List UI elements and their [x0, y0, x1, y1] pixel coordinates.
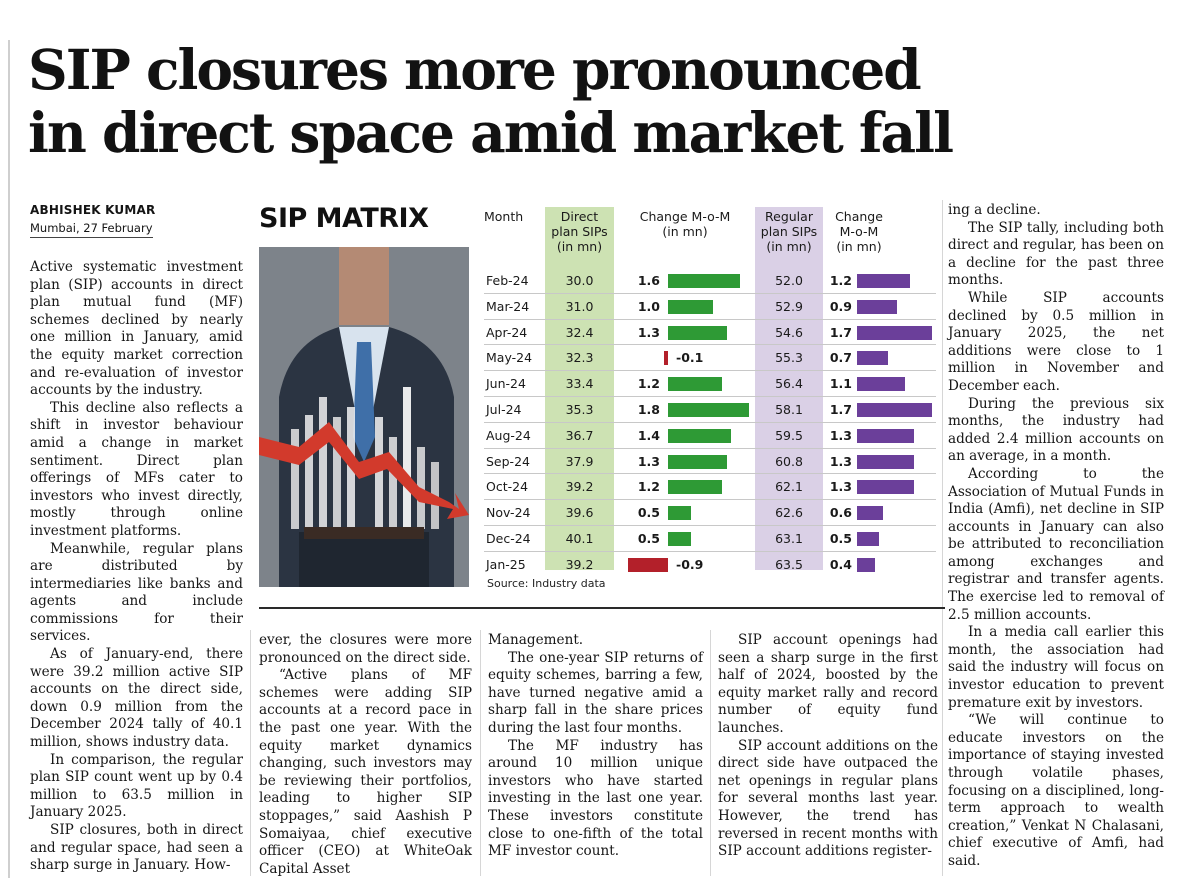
paragraph: The SIP tally, including both direct and regular, has been on a decline for the past three months. [948, 219, 1164, 289]
paragraph: SIP account additions on the direct side have outpaced the net openings in regular plans for several months last year. However, the trend has reversed in recent months with SIP account additions register- [718, 737, 938, 860]
regular-change-bar [857, 377, 905, 391]
dateline: Mumbai, 27 February [30, 221, 153, 238]
regular-value-cell: 59.5 [775, 427, 803, 443]
regular-value-cell: 62.1 [775, 479, 803, 495]
direct-change-label: 1.8 [637, 402, 660, 417]
column-divider [480, 630, 481, 876]
row-divider [484, 319, 936, 320]
month-cell: Dec-24 [486, 531, 531, 546]
regular-change-label: 1.1 [829, 376, 852, 392]
direct-change-label: 1.2 [637, 479, 660, 495]
article-column-1 [30, 259, 243, 875]
direct-change-bar [668, 403, 749, 417]
businessman-chart-photo [259, 247, 469, 587]
regular-change-bar [857, 506, 883, 520]
regular-value-cell: 58.1 [775, 402, 803, 417]
direct-change-bar [668, 300, 713, 314]
month-cell: Oct-24 [486, 479, 529, 495]
direct-change-bar [668, 506, 691, 520]
direct-value-cell: 32.4 [565, 324, 594, 340]
month-cell: Mar-24 [486, 298, 530, 314]
regular-change-bar [857, 300, 897, 314]
row-divider [484, 499, 936, 500]
row-divider [484, 344, 936, 345]
direct-value-cell: 30.0 [565, 273, 594, 288]
paragraph: According to the Association of Mutual Funds in India (Amfi), net decline in SIP accounts in January can also be attributed to reconciliation among exchanges and registrar and transfer agents. The exercise led to removal of 2.5 million accounts. [948, 465, 1164, 623]
paragraph: SIP closures, both in direct and regular space, had seen a sharp surge in January. How- [30, 822, 243, 874]
paragraph: Management. [488, 632, 584, 648]
regular-change-bar [857, 480, 914, 494]
regular-value-cell: 55.3 [775, 350, 803, 366]
paragraph: ever, the closures were more pronounced on the direct side. [259, 632, 472, 666]
regular-change-bar [857, 351, 888, 365]
row-divider [484, 293, 936, 294]
row-divider [484, 473, 936, 474]
paragraph: ing a decline. [948, 202, 1041, 218]
regular-change-label: 1.3 [829, 427, 852, 443]
month-cell: Aug-24 [486, 427, 531, 443]
paragraph: As of January-end, there were 39.2 million active SIP accounts on the direct side, down 0.9 million from the December 2024 tally of 40.1 million, shows industry data. [30, 646, 243, 751]
paragraph: This decline also reflects a shift in investor behaviour amid a change in market sentiment. Direct plan offerings of MFs cater to investors who invest directly, mostly through online investment platforms. [30, 399, 243, 539]
headline [28, 38, 1168, 164]
photo-illustration [259, 247, 469, 587]
regular-change-label: 0.4 [829, 556, 852, 572]
left-margin-rule [8, 40, 10, 878]
header-direct [545, 209, 614, 254]
header-line: (in mn) [766, 239, 812, 254]
row-divider [484, 525, 936, 526]
regular-value-cell: 63.1 [775, 531, 803, 546]
direct-change-label: 1.3 [637, 324, 660, 340]
regular-change-label: 0.6 [829, 505, 852, 521]
regular-change-label: 1.7 [829, 402, 852, 417]
infographic-title: SIP MATRIX [259, 203, 429, 234]
direct-value-cell: 35.3 [565, 402, 594, 417]
direct-value-cell: 37.9 [565, 453, 594, 469]
regular-change-bar [857, 429, 914, 443]
regular-change-bar [857, 532, 879, 546]
paragraph: The MF industry has around 10 million unique investors who have started investing in the last one year. These investors constitute close to one-fifth of the total MF investor count. [488, 737, 703, 860]
paragraph: In a media call earlier this month, the association had said the industry will focus on investor education to prevent premature exit by investors. [948, 624, 1164, 711]
regular-value-cell: 63.5 [775, 556, 803, 572]
direct-change-label: -0.9 [676, 556, 704, 572]
direct-change-label: 1.2 [637, 376, 660, 392]
regular-change-label: 1.7 [829, 324, 852, 340]
regular-change-label: 0.5 [829, 531, 852, 546]
header-change-regular [828, 209, 890, 254]
headline-line-1: SIP closures more pronounced [28, 37, 920, 102]
article-column-2 [259, 632, 472, 878]
row-divider [484, 448, 936, 449]
direct-value-cell: 39.2 [565, 479, 594, 495]
source-note: Source: Industry data [487, 577, 606, 590]
regular-value-cell: 54.6 [775, 324, 803, 340]
author-name: ABHISHEK KUMAR [30, 203, 156, 217]
month-cell: Apr-24 [486, 324, 528, 340]
regular-change-bar [857, 558, 875, 572]
paragraph: In comparison, the regular plan SIP count went up by 0.4 million to 63.5 million in January 2025. [30, 751, 243, 821]
direct-value-cell: 31.0 [565, 298, 594, 314]
infographic-bottom-rule [259, 607, 945, 609]
header-line: (in mn) [662, 224, 708, 239]
header-regular [755, 209, 823, 254]
paragraph: “Active plans of MF schemes were adding SIP accounts at a record pace in the past one year. With the equity market dynamics changing, such investors may be reviewing their portfolios, leading to higher SIP stoppages,” said Aashish P Somaiyaa, chief executive officer (CEO) at WhiteOak Capital Asset [259, 667, 472, 877]
regular-change-label: 0.7 [829, 350, 852, 366]
direct-change-bar [668, 274, 740, 288]
article-column-5 [948, 202, 1164, 871]
paragraph: Active systematic investment plan (SIP) accounts in direct plan mutual fund (MF) schemes declined by nearly one million in January, amid the equity market correction and re-evaluation of investor accounts by the industry. [30, 259, 243, 399]
header-line: Change [835, 209, 883, 224]
header-line: plan SIPs [760, 224, 818, 239]
regular-value-cell: 56.4 [775, 376, 803, 392]
regular-change-bar [857, 326, 932, 340]
article-column-3 [488, 632, 703, 861]
row-divider [484, 551, 936, 552]
column-divider [250, 630, 251, 876]
month-cell: May-24 [486, 350, 533, 366]
month-cell: Sep-24 [486, 453, 530, 469]
header-change-direct [625, 209, 745, 239]
column-divider [942, 200, 943, 876]
direct-change-label: 0.5 [637, 505, 660, 521]
paragraph: While SIP accounts declined by 0.5 million in January 2025, the net additions were close to 1 million in November and December each. [948, 289, 1164, 394]
row-divider [484, 396, 936, 397]
row-divider [484, 370, 936, 371]
paragraph: Meanwhile, regular plans are distributed by intermediaries like banks and agents and include commissions for their services. [30, 540, 243, 645]
regular-value-cell: 52.0 [775, 273, 803, 288]
direct-change-bar-negative [664, 351, 669, 365]
direct-change-bar [668, 480, 722, 494]
direct-change-bar [668, 429, 731, 443]
header-line: (in mn) [836, 239, 882, 254]
direct-change-bar [668, 532, 691, 546]
direct-change-bar-negative [628, 558, 669, 572]
direct-change-label: 1.4 [637, 427, 660, 443]
regular-change-label: 0.9 [829, 298, 852, 314]
regular-change-bar [857, 455, 914, 469]
header-line: M-o-M [839, 224, 879, 239]
direct-value-cell: 39.2 [565, 556, 594, 572]
month-cell: Jan-25 [486, 556, 526, 572]
direct-value-cell: 33.4 [565, 376, 594, 392]
regular-change-bar [857, 403, 932, 417]
paragraph: SIP account openings had seen a sharp surge in the first half of 2024, boosted by the equity market rally and record number of equity fund launches. [718, 632, 938, 736]
regular-value-cell: 52.9 [775, 298, 803, 314]
month-cell: Feb-24 [486, 273, 529, 288]
month-cell: Nov-24 [486, 505, 531, 521]
byline [30, 203, 155, 238]
row-divider [484, 422, 936, 423]
paragraph: The one-year SIP returns of equity schemes, barring a few, have turned negative amid a sharp fall in the share prices during the last four months. [488, 649, 703, 736]
header-line: (in mn) [556, 239, 603, 254]
direct-change-label: 1.3 [637, 453, 660, 469]
regular-change-label: 1.2 [829, 273, 852, 288]
direct-change-label: 1.0 [637, 298, 660, 314]
header-line: Direct [560, 209, 599, 224]
direct-change-bar [668, 377, 722, 391]
direct-change-bar [668, 455, 727, 469]
month-cell: Jul-24 [486, 402, 522, 417]
direct-value-cell: 36.7 [565, 427, 594, 443]
article-column-4 [718, 632, 938, 861]
direct-change-bar [668, 326, 727, 340]
regular-change-bar [857, 274, 910, 288]
regular-value-cell: 60.8 [775, 453, 803, 469]
column-divider [710, 630, 711, 876]
direct-change-label: 1.6 [637, 273, 660, 288]
direct-change-label: -0.1 [676, 350, 704, 366]
direct-value-cell: 39.6 [565, 505, 594, 521]
header-line: plan SIPs [551, 224, 608, 239]
regular-change-label: 1.3 [829, 479, 852, 495]
header-line: Change M-o-M [639, 209, 731, 224]
regular-change-label: 1.3 [829, 453, 852, 469]
direct-value-cell: 32.3 [565, 350, 594, 366]
direct-value-cell: 40.1 [565, 531, 594, 546]
direct-change-label: 0.5 [637, 531, 660, 546]
month-cell: Jun-24 [486, 376, 526, 392]
header-line: Regular [765, 209, 813, 224]
paragraph: During the previous six months, the industry had added 2.4 million accounts on an average, in a month. [948, 395, 1164, 465]
header-month: Month [484, 209, 524, 224]
headline-line-2: in direct space amid market fall [28, 100, 952, 165]
regular-value-cell: 62.6 [775, 505, 803, 521]
paragraph: “We will continue to educate investors on the importance of staying invested through volatile phases, focusing on a disciplined, long-term approach to wealth creation,” Venkat N Chalasani, chief executive of Amfi, had said. [948, 712, 1164, 869]
